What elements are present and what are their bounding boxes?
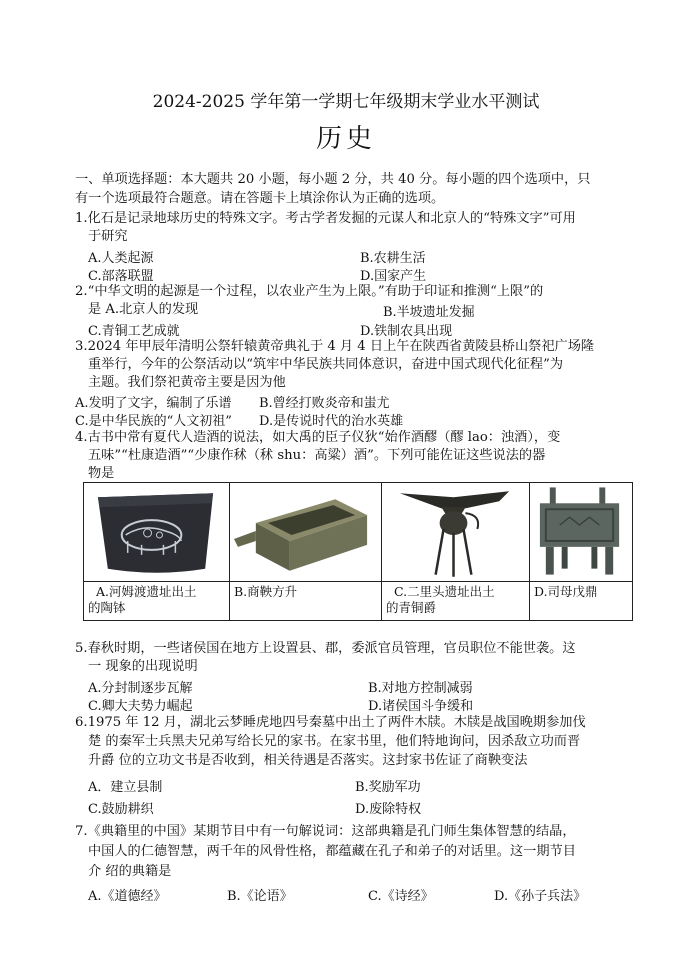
q1-stem-line2: 于研究 [88, 229, 128, 244]
q3-stem-line3: 主题。我们祭祀黄帝主要是因为他 [88, 375, 286, 390]
q7-stem-line2: 中国人的仁德智慧，两千年的风骨性格，都蕴藏在孔子和弟子的对话里。这一期节目 [88, 844, 576, 859]
q1-option-d: D.国家产生 [360, 269, 427, 284]
q7-stem-line1: 7.《典籍里的中国》某期节目中有一句解说词：这部典籍是孔门师生集体智慧的结晶， [75, 824, 576, 839]
bronze-ding-icon [530, 483, 632, 581]
bronze-measure-icon [230, 483, 381, 581]
subject-title: 历史 [315, 124, 376, 154]
q1-option-c: C.部落联盟 [88, 269, 154, 284]
caption-d-line1: D.司母戊鼎 [534, 584, 598, 599]
q3-stem-line2: 重举行，今年的公祭活动以“筑牢中华民族共同体意识，奋进中国式现代化征程”为 [88, 357, 564, 372]
caption-c [382, 582, 530, 621]
section-instruction-line2: 有一个选项最符合题意。请在答题卡上填涂你认为正确的选项。 [75, 191, 445, 206]
bronze-jue-image [382, 483, 530, 582]
caption-a [84, 582, 230, 621]
q7-stem-line3: 介 绍的典籍是 [88, 864, 172, 879]
q5-option-d: D.诸侯国斗争缓和 [368, 699, 474, 714]
caption-d [530, 582, 633, 621]
q7-option-d: D.《孙子兵法》 [494, 889, 587, 904]
q5-option-b: B.对地方控制减弱 [368, 681, 473, 696]
q2-stem-line1: 2.“中华文明的起源是一个过程，以农业产生为上限。”有助于印证和推测“上限”的 [75, 284, 544, 299]
q1-stem-line1: 1.化石是记录地球历史的特殊文字。考古学者发掘的元谋人和北京人的“特殊文字”可用 [75, 211, 576, 226]
caption-c-line1: C.二里头遗址出土 [394, 584, 495, 599]
q7-option-b: B.《论语》 [227, 889, 293, 904]
section-instruction-line1: 一、单项选择题：本大题共 20 小题，每小题 2 分，共 40 分。每小题的四个选项中，只 [75, 172, 591, 187]
pottery-bowl-image [84, 483, 230, 582]
q6-stem-line1: 6.1975 年 12 月，湖北云梦睡虎地四号秦墓中出土了两件木牍。木牍是战国晚期参加伐 [75, 715, 586, 730]
q3-option-d: D.是传说时代的治水英雄 [259, 414, 404, 429]
caption-a-line2: 的陶钵 [88, 600, 126, 615]
q2-option-c: C.青铜工艺成就 [88, 324, 180, 339]
q7-option-a: A.《道德经》 [88, 889, 167, 904]
shang-yang-measure-image [230, 483, 382, 582]
q1-option-a: A.人类起源 [88, 251, 154, 266]
q3-stem-line1: 3.2024 年甲辰年清明公祭轩辕黄帝典礼于 4 月 4 日上午在陕西省黄陵县桥山祭祀广场隆 [75, 339, 595, 354]
exam-title: 2024-2025 学年第一学期七年级期末学业水平测试 [152, 92, 540, 112]
q4-stem-line1: 4.古书中常有夏代人造酒的说法，如大禹的臣子仪狄“始作酒醪（醪 lao：浊酒），变 [75, 430, 561, 445]
q3-option-c: C.是中华民族的“人文初祖” [75, 414, 232, 429]
caption-b-line1: B.商鞅方升 [234, 584, 298, 599]
q2-option-d: D.铁制农具出现 [360, 324, 453, 339]
q3-option-b: B.曾经打败炎帝和蚩尤 [259, 396, 390, 411]
caption-b [230, 582, 382, 621]
q6-option-a: A．建立县制 [88, 780, 163, 795]
pottery-bowl-icon [84, 483, 229, 581]
q4-image-table [83, 482, 633, 621]
q6-stem-line3: 升爵 位的立功文书是否收到，相关待遇是否落实。这封家书佐证了商鞅变法 [88, 753, 528, 768]
q5-option-a: A.分封制逐步瓦解 [88, 681, 193, 696]
q3-option-a: A.发明了文字，编制了乐谱 [75, 396, 232, 411]
simuwu-ding-image [530, 483, 633, 582]
caption-c-line2: 的青铜爵 [386, 600, 437, 615]
caption-a-line1: A.河姆渡遗址出土 [96, 584, 197, 599]
q6-option-c: C.鼓励耕织 [88, 802, 154, 817]
q2-option-b: B.半坡遗址发掘 [383, 305, 475, 320]
q5-option-c: C.卿大夫势力崛起 [88, 699, 193, 714]
q1-option-b: B.农耕生活 [360, 251, 426, 266]
q6-option-b: B.奖励军功 [355, 780, 421, 795]
q6-stem-line2: 楚 的秦军士兵黑夫兄弟写给长兄的家书。在家书里，他们特地询问，因杀敌立功而晋 [88, 734, 581, 749]
bronze-jue-icon [382, 483, 529, 581]
q6-option-d: D.废除特权 [355, 802, 422, 817]
q7-option-c: C.《诗经》 [368, 889, 434, 904]
q4-stem-line3: 物是 [88, 466, 115, 481]
q5-stem-line1: 5.春秋时期，一些诸侯国在地方上设置县、郡，委派官员管理，官员职位不能世袭。这 [75, 641, 576, 656]
q5-stem-line2: 一 现象的出现说明 [88, 659, 198, 674]
q4-stem-line2: 五味”“杜康造酒”“少康作秫（秫 shu：高粱）酒”。下列可能佐证这些说法的器 [88, 448, 546, 463]
q2-stem-line2: 是 A.北京人的发现 [88, 302, 199, 317]
